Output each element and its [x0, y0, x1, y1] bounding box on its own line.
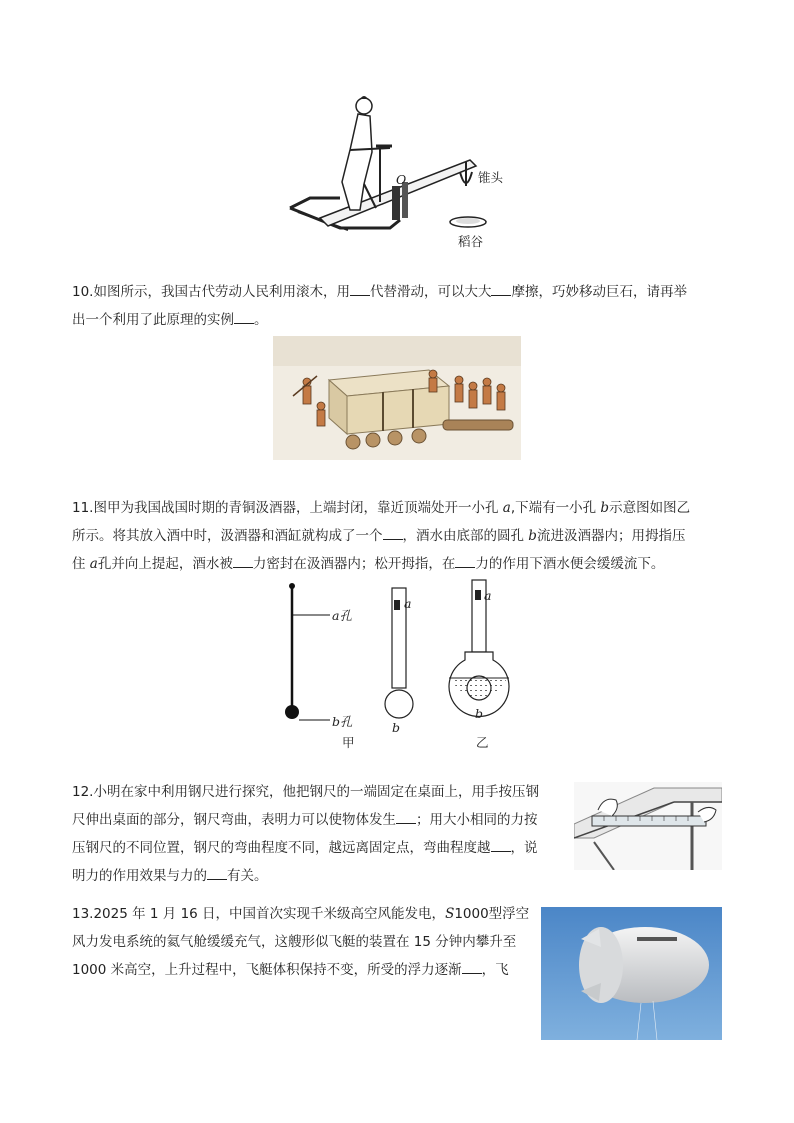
- fig-yi-label: 乙: [476, 735, 489, 750]
- q13-blank-1: [462, 959, 482, 974]
- q10-text-5: 。: [254, 312, 268, 328]
- rolling-logs-figure: [273, 336, 521, 460]
- q11-blank-2: [233, 553, 253, 568]
- q10-blank-1: [350, 281, 370, 296]
- ruler-figure: [574, 782, 722, 870]
- fig-b-label-left: b: [392, 720, 401, 735]
- q10-text-3: 摩擦，巧妙移动巨石，请再举: [511, 284, 687, 300]
- a-hole-label: a孔: [332, 608, 352, 623]
- fig-a-label-left: a: [404, 596, 412, 611]
- b-hole-label: b孔: [332, 714, 353, 729]
- hammer-label: 锥头: [478, 170, 504, 185]
- question-11: 11.图甲为我国战国时期的青铜汲酒器，上端封闭，靠近顶端处开一小孔 a,下端有一小孔 b示意图如图乙 所示。将其放入酒中时，汲酒器和酒缸就构成了一个 ，酒水由底部的圆孔 b流进汲酒器内；用拇指压 住 a孔并向上提起，酒水被 力密封在汲酒器内；松开拇指，在 力的作用下酒水便会缓缓流下。: [72, 500, 691, 572]
- pestle-figure: [280, 90, 520, 240]
- fig-b-label-right: b: [475, 706, 484, 721]
- q11-blank-3: [455, 553, 475, 568]
- siphon-figure-jia: [280, 580, 340, 730]
- rice-label: 稻谷: [458, 234, 484, 249]
- q10-text-1: 10.如图所示，我国古代劳动人民利用滚木，用: [72, 284, 350, 300]
- q12-blank-2: [491, 837, 511, 852]
- question-12: 12.小明在家中利用钢尺进行探究，他把钢尺的一端固定在桌面上，用手按压钢 尺伸出桌面的部分，钢尺弯曲，表明力可以使物体发生 ；用大小相同的力按 压钢尺的不同位置，钢尺的弯曲程度不同，越远离固定点，弯曲程度越 ，说 明力的作用效果与力的 有关。: [72, 784, 539, 884]
- q12-blank-3: [207, 865, 227, 880]
- q12-blank-1: [396, 809, 416, 824]
- fig-jia-label: 甲: [342, 735, 355, 750]
- q10-text-4: 出一个利用了此原理的实例: [72, 312, 234, 328]
- q10-blank-3: [234, 309, 254, 324]
- question-10: [72, 278, 722, 334]
- question-13: 13.2025 年 1 月 16 日，中国首次实现千米级高空风能发电，S1000型浮空 风力发电系统的氦气舱缓缓充气，这艘形似飞艇的装置在 15 分钟内攀升至 1000 米高空，上升过程中，飞艇体积保持不变，所受的浮力逐渐 ，飞: [72, 906, 530, 978]
- q10-text-2: 代替滑动，可以大大: [369, 284, 492, 300]
- siphon-figure-yi-left: [380, 586, 420, 722]
- pivot-label: O: [396, 172, 407, 187]
- q11-blank-1: [383, 525, 403, 540]
- airship-photo: [541, 907, 722, 1040]
- fig-a-label-right: a: [484, 588, 492, 603]
- q10-blank-2: [491, 281, 511, 296]
